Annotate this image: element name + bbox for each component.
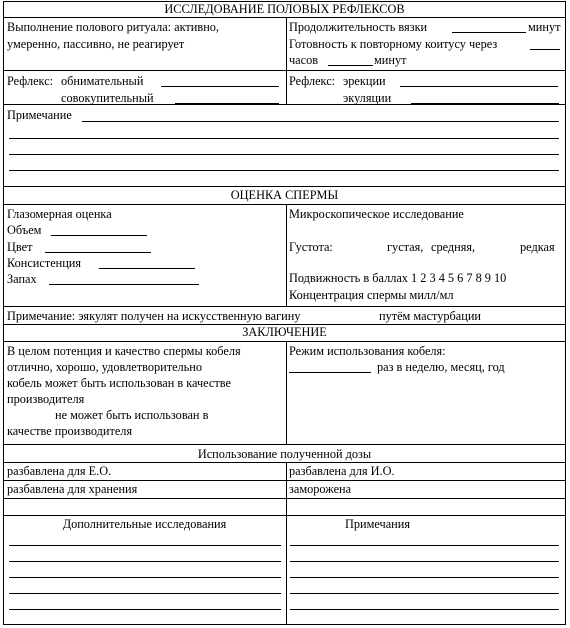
motility-label: Подвижность в баллах 1 2 3 4 5 6 7 8 9 10 — [289, 271, 507, 285]
readiness-minutes-unit: минут — [374, 53, 407, 67]
conclusion-line5: не может быть использован в — [55, 408, 209, 422]
micro-heading: Микроскопическое исследование — [289, 207, 464, 221]
conclusion-title: ЗАКЛЮЧЕНИЕ — [242, 325, 327, 339]
sperm-note-option-masturbation: путём мастурбации — [379, 309, 481, 323]
mating-duration-unit: минут — [528, 20, 561, 34]
semen-evaluation-form — [3, 1, 566, 625]
sperm-title: ОЦЕНКА СПЕРМЫ — [230, 188, 339, 202]
smell-field[interactable] — [49, 284, 199, 285]
density-label: Густота: — [289, 240, 333, 254]
ritual-text-line1: Выполнение полового ритуала: активно, — [7, 20, 219, 34]
reflex-label-left: Рефлекс: — [7, 74, 54, 88]
reflexes-title: ИССЛЕДОВАНИЕ ПОЛОВЫХ РЕФЛЕКСОВ — [164, 2, 405, 16]
consistency-label: Консистенция — [7, 256, 82, 270]
reflexes-note-label: Примечание — [7, 108, 72, 122]
conclusion-line2: отлично, хорошо, удовлетворительно — [7, 360, 203, 374]
dose-frozen[interactable]: заморожена — [289, 482, 352, 496]
concentration-label: Концентрация спермы милл/мл — [289, 288, 454, 302]
readiness-hours-unit: часов — [289, 53, 319, 67]
volume-field[interactable] — [51, 235, 147, 236]
notes-heading: Примечания — [345, 517, 411, 531]
dose-title: Использование полученной дозы — [197, 447, 372, 461]
reflex-ejaculation-label: экуляции — [343, 91, 392, 105]
reflex-ejaculation-field[interactable] — [411, 103, 559, 104]
reflex-copulative-label: совокупительный — [61, 91, 154, 105]
mode-label: Режим использования кобеля: — [289, 344, 446, 358]
reflex-erection-label: эрекции — [343, 74, 386, 88]
frequency-label: раз в неделю, месяц, год — [377, 360, 505, 374]
readiness-hours-field[interactable] — [530, 49, 560, 50]
reflex-embrace-label: обнимательный — [61, 74, 144, 88]
smell-label: Запах — [7, 272, 37, 286]
reflex-label-right: Рефлекс: — [289, 74, 336, 88]
color-label: Цвет — [7, 240, 33, 254]
conclusion-line1: В целом потенция и качество спермы кобеля — [7, 344, 241, 358]
reflex-erection-field[interactable] — [400, 86, 558, 87]
density-option-medium[interactable]: средняя, — [431, 240, 476, 254]
additional-studies-heading: Дополнительные исследования — [62, 517, 227, 531]
consistency-field[interactable] — [99, 268, 195, 269]
frequency-field[interactable] — [289, 372, 371, 373]
ritual-text-line2: умеренно, пассивно, не реагирует — [7, 37, 185, 51]
density-option-thick[interactable]: густая, — [387, 240, 424, 254]
readiness-minutes-field[interactable] — [328, 65, 373, 66]
readiness-label: Готовность к повторному коитусу через — [289, 37, 498, 51]
conclusion-line4: производителя — [7, 392, 85, 406]
dose-diluted-storage[interactable]: разбавлена для хранения — [7, 482, 138, 496]
density-option-thin[interactable]: редкая — [520, 240, 555, 254]
conclusion-line6: качестве производителя — [7, 424, 133, 438]
volume-label: Объем — [7, 223, 42, 237]
conclusion-line3: кобель может быть использован в качестве — [7, 376, 231, 390]
visual-heading: Глазомерная оценка — [7, 207, 112, 221]
dose-diluted-eo[interactable]: разбавлена для Е.О. — [7, 464, 112, 478]
color-field[interactable] — [45, 252, 151, 253]
dose-diluted-io[interactable]: разбавлена для И.О. — [289, 464, 395, 478]
sperm-note-label: Примечание: эякулят получен на искусственную вагину — [7, 309, 301, 323]
mating-duration-field[interactable] — [452, 32, 526, 33]
reflex-embrace-field[interactable] — [161, 86, 279, 87]
mating-duration-label: Продолжительность вязки — [289, 20, 428, 34]
reflex-copulative-field[interactable] — [175, 103, 279, 104]
